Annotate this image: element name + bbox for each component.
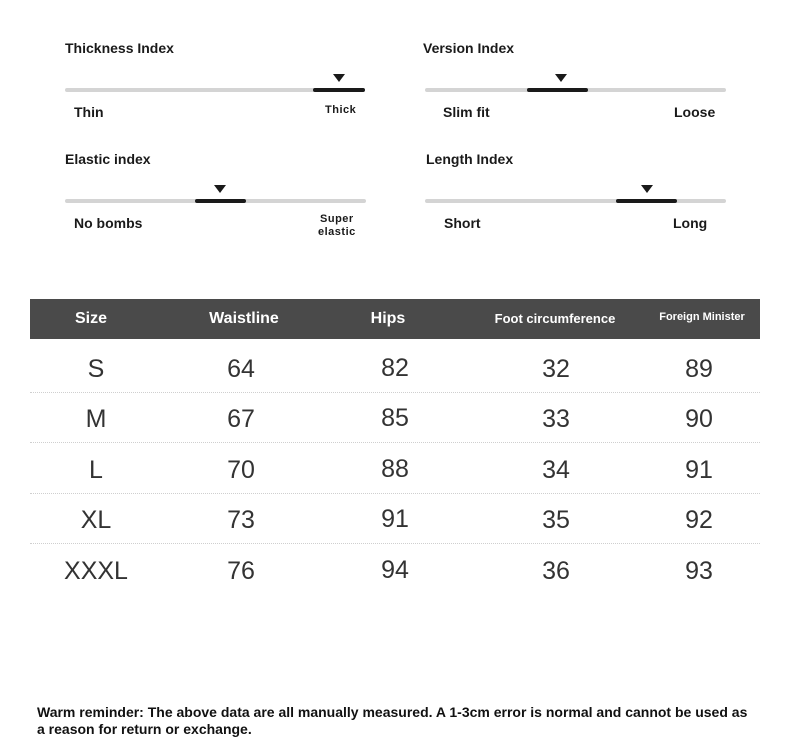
cell-hips: 88 [381, 455, 409, 483]
elastic-right-label [318, 213, 356, 239]
cell-foreign-minister: 89 [685, 355, 713, 383]
length-pointer-icon [641, 185, 653, 193]
thickness-pointer-icon [333, 74, 345, 82]
elastic-pointer-icon [214, 185, 226, 193]
header-hips: Hips [370, 310, 406, 327]
cell-waistline: 64 [227, 355, 255, 383]
cell-foot-circumference: 34 [542, 456, 570, 484]
cell-foreign-minister: 93 [685, 557, 713, 585]
length-left-label: Short [444, 215, 481, 231]
version-left-label: Slim fit [443, 104, 490, 120]
cell-hips: 82 [381, 354, 409, 382]
header-foot-circumference: Foot circumference [494, 311, 616, 326]
header-waistline: Waistline [209, 310, 279, 327]
version-index-title: Version Index [423, 40, 515, 56]
thickness-right-label: Thick [325, 104, 357, 116]
length-track [425, 199, 726, 203]
cell-hips: 85 [381, 404, 409, 432]
table-row [30, 444, 760, 494]
table-row [30, 343, 760, 393]
cell-waistline: 70 [227, 456, 255, 484]
version-track [425, 88, 726, 92]
elastic-track [65, 199, 366, 203]
cell-waistline: 76 [227, 557, 255, 585]
length-marker [616, 199, 677, 203]
elastic-marker [195, 199, 246, 203]
cell-hips: 91 [381, 505, 409, 533]
cell-size: M [85, 405, 107, 433]
cell-waistline: 73 [227, 506, 255, 534]
cell-foot-circumference: 36 [542, 557, 570, 585]
elastic-right-label-line1: Super [320, 213, 354, 225]
thickness-marker [313, 88, 365, 92]
length-right-label: Long [673, 215, 708, 231]
elastic-right-label-line2: elastic [318, 226, 356, 238]
cell-size: L [89, 456, 103, 484]
thickness-index-title: Thickness Index [65, 40, 174, 56]
cell-foot-circumference: 32 [542, 355, 570, 383]
version-right-label: Loose [674, 104, 716, 120]
cell-foreign-minister: 91 [685, 456, 713, 484]
cell-foreign-minister: 92 [685, 506, 713, 534]
cell-size: XL [80, 506, 112, 534]
version-pointer-icon [555, 74, 567, 82]
cell-foot-circumference: 33 [542, 405, 570, 433]
cell-foot-circumference: 35 [542, 506, 570, 534]
elastic-index-title: Elastic index [65, 151, 151, 167]
thickness-track [65, 88, 365, 92]
header-size: Size [74, 310, 107, 327]
header-foreign-minister: Foreign Minister [659, 311, 745, 323]
length-index-title: Length Index [426, 151, 514, 167]
cell-waistline: 67 [227, 405, 255, 433]
size-table-header [30, 299, 760, 339]
table-row [30, 393, 760, 443]
elastic-left-label: No bombs [74, 215, 143, 231]
cell-size: S [87, 355, 105, 383]
warm-reminder: Warm reminder: The above data are all manually measured. A 1-3cm error is normal and cannot be used as a reason for return or exchange. [37, 704, 748, 737]
cell-foreign-minister: 90 [685, 405, 713, 433]
thickness-left-label: Thin [74, 104, 104, 120]
version-marker [527, 88, 588, 92]
table-row [30, 494, 760, 544]
cell-size: XXXL [64, 557, 128, 585]
cell-hips: 94 [381, 556, 409, 584]
table-row [30, 545, 760, 595]
